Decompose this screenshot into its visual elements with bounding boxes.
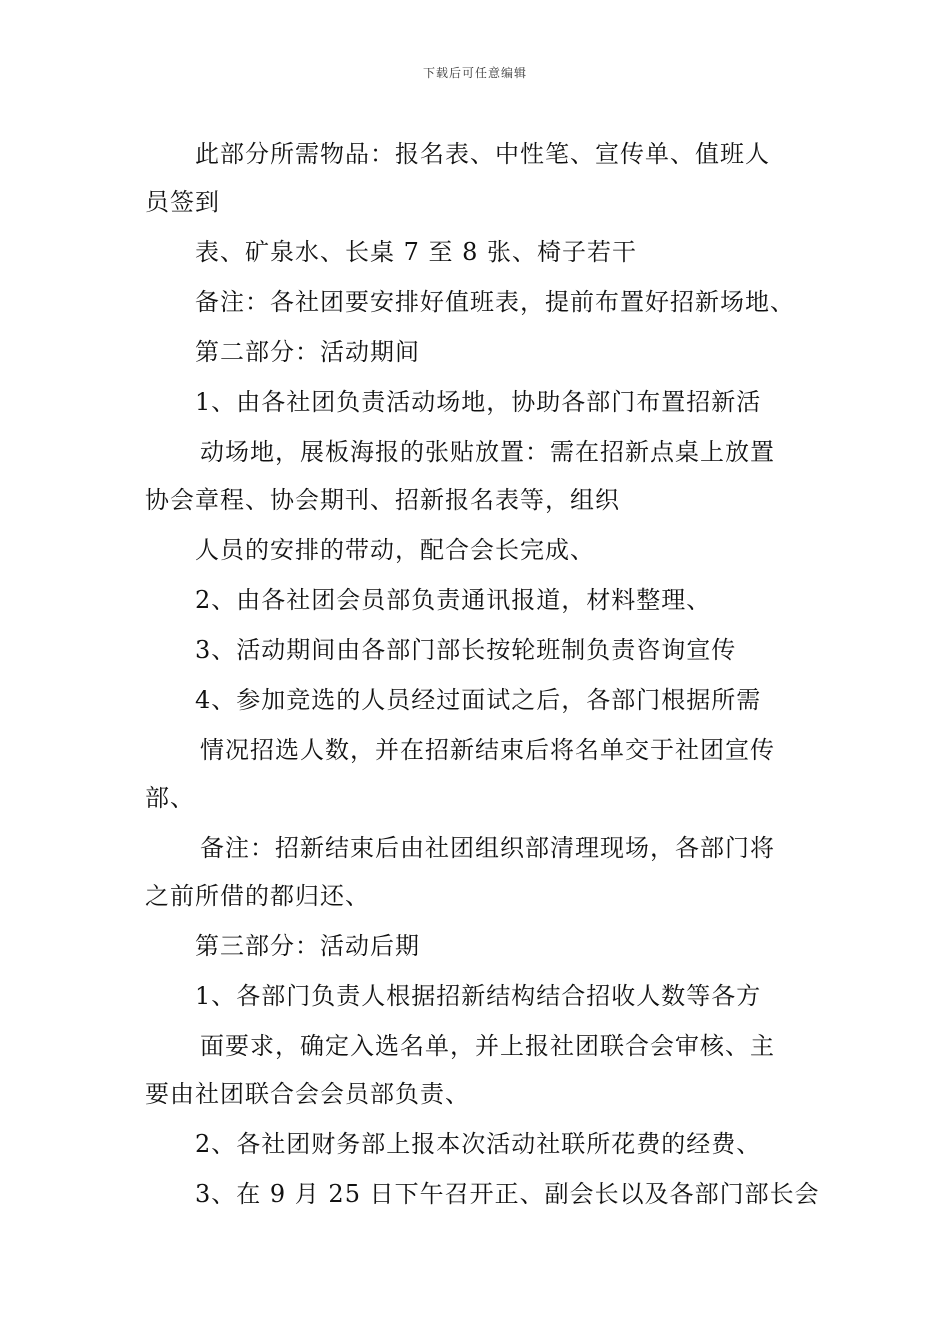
- paragraph-line: 备注：各社团要安排好值班表，提前布置好招新场地、: [195, 288, 795, 316]
- paragraph-line: 员签到: [145, 188, 220, 216]
- paragraph-line: 动场地，展板海报的张贴放置：需在招新点桌上放置: [200, 438, 775, 466]
- section-heading: 第二部分：活动期间: [195, 338, 420, 366]
- paragraph-line: 人员的安排的带动，配合会长完成、: [195, 536, 595, 564]
- paragraph-line: 协会章程、协会期刊、招新报名表等，组织: [145, 486, 620, 514]
- paragraph-line: 2、由各社团会员部负责通讯报道，材料整理、: [195, 586, 712, 614]
- paragraph-line: 部、: [145, 784, 195, 812]
- paragraph-line: 情况招选人数，并在招新结束后将名单交于社团宣传: [200, 736, 775, 764]
- page-header: 下载后可任意编辑: [422, 66, 527, 80]
- paragraph-line: 1、由各社团负责活动场地，协助各部门布置招新活: [195, 388, 762, 416]
- paragraph-line: 此部分所需物品：报名表、中性笔、宣传单、值班人: [195, 140, 770, 168]
- paragraph-line: 备注：招新结束后由社团组织部清理现场，各部门将: [200, 834, 775, 862]
- paragraph-line: 表、矿泉水、长桌 7 至 8 张、椅子若干: [195, 238, 638, 266]
- paragraph-line: 3、在 9 月 25 日下午召开正、副会长以及各部门部长会: [195, 1180, 820, 1208]
- paragraph-line: 4、参加竞选的人员经过面试之后，各部门根据所需: [195, 686, 762, 714]
- paragraph-line: 2、各社团财务部上报本次活动社联所花费的经费、: [195, 1130, 762, 1158]
- section-heading: 第三部分：活动后期: [195, 932, 420, 960]
- paragraph-line: 面要求，确定入选名单，并上报社团联合会审核、主: [200, 1032, 775, 1060]
- document-body: [145, 130, 820, 1218]
- paragraph-line: 要由社团联合会会员部负责、: [145, 1080, 470, 1108]
- paragraph-line: 3、活动期间由各部门部长按轮班制负责咨询宣传: [195, 636, 737, 664]
- paragraph-line: 之前所借的都归还、: [145, 882, 370, 910]
- paragraph-line: 1、各部门负责人根据招新结构结合招收人数等各方: [195, 982, 762, 1010]
